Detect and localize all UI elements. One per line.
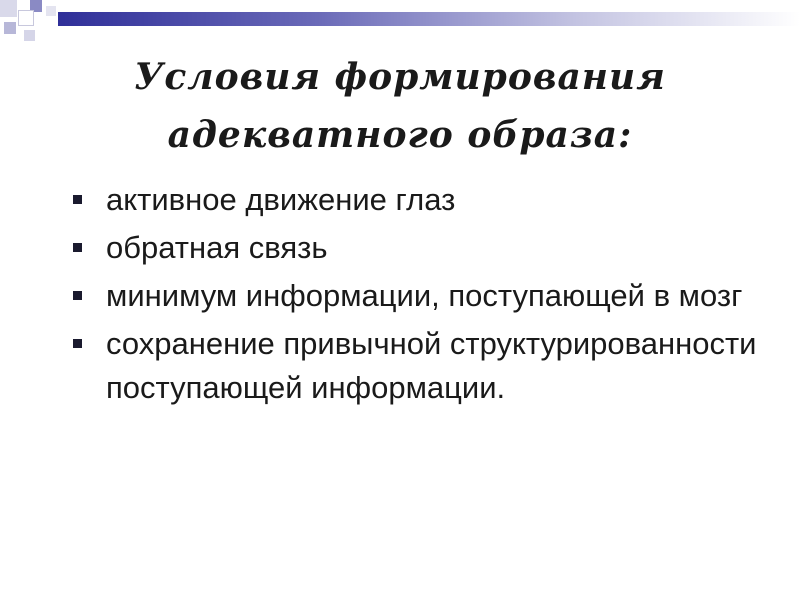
top-gradient-band xyxy=(58,12,800,26)
decorative-square xyxy=(4,22,16,34)
decorative-square xyxy=(46,6,56,16)
bullet-text: минимум информации, поступающей в мозг xyxy=(106,278,743,313)
bullet-text: обратная связь xyxy=(106,230,328,265)
square-bullet-icon xyxy=(73,339,82,348)
bullet-item xyxy=(70,274,770,318)
square-bullet-icon xyxy=(73,243,82,252)
bullet-list xyxy=(70,178,770,414)
bullet-text: сохранение привычной структурированности поступающей информации. xyxy=(106,326,757,405)
square-bullet-icon xyxy=(73,291,82,300)
bullet-item xyxy=(70,226,770,270)
decorative-square xyxy=(24,30,35,41)
square-bullet-icon xyxy=(73,195,82,204)
decorative-square xyxy=(0,0,17,17)
slide-title-line-1: Условия формирования xyxy=(134,56,666,98)
slide-title xyxy=(60,48,740,164)
bullet-text: активное движение глаз xyxy=(106,182,456,217)
bullet-item xyxy=(70,322,770,410)
slide-title-line-2: адекватного образа: xyxy=(167,114,633,156)
bullet-item xyxy=(70,178,770,222)
decorative-square xyxy=(18,10,34,26)
